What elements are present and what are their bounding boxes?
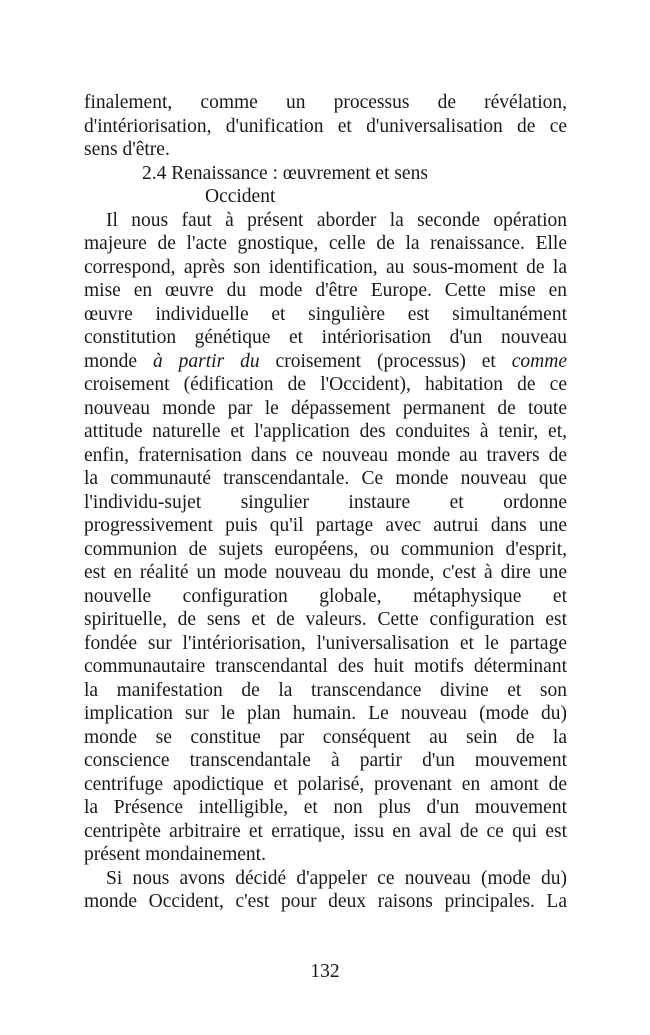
text-line: enfin, fraternisation dans ce nouveau monde au travers de [84,444,567,466]
text-line: la Présence intelligible, et non plus d'un mouvement [84,797,567,818]
text-line: présent mondainement. [84,844,266,865]
text-line: conscience transcendantale à partir d'un mouvement [84,750,567,771]
text-line: correspond, après son identification, au sous-moment de la [84,256,567,278]
section-heading-continuation: Occident [205,186,276,207]
text-line: constitution génétique et intériorisation d'un nouveau [84,327,567,348]
text-line: implication sur le plan humain. Le nouveau (mode du) [84,703,567,724]
text-line: monde se constitue par conséquent au sein de la [84,726,567,748]
text-line: mise en œuvre du mode d'être Europe. Cette mise en [84,280,567,301]
text-line: fondée sur l'intériorisation, l'universalisation et le partage [84,632,567,654]
page-body [84,91,567,914]
section-heading: 2.4 Renaissance : œuvrement et sens [142,162,428,184]
text-line: l'individu-sujet singulier instaure et ordonne [84,491,567,513]
text-line: attitude naturelle et l'application des conduites à tenir, et, [84,421,567,442]
text-line: est en réalité un mode nouveau du monde, c'est à dire une [84,562,567,583]
text-line: majeure de l'acte gnostique, celle de la renaissance. Elle [84,233,567,254]
text-line: la manifestation de la transcendance divine et son [84,679,567,701]
text-line: progressivement puis qu'il partage avec autrui dans une [84,515,567,536]
text-line: nouvelle configuration globale, métaphysique et [84,585,567,607]
text-line-with-italics [84,350,567,374]
text-run: monde [84,350,153,372]
italic-phrase: comme [511,350,567,372]
text-line: la communauté transcendantale. Ce monde nouveau que [84,468,567,489]
text-line: communautaire transcendantal des huit motifs déterminant [84,656,567,677]
text-line: communion de sujets européens, ou communion d'esprit, [84,538,567,560]
text-line: nouveau monde par le dépassement permanent de toute [84,397,567,419]
text-line: monde Occident, c'est pour deux raisons principales. La [84,891,567,912]
text-line: d'intériorisation, d'unification et d'universalisation de ce [84,115,567,137]
paragraph-first-line: Il nous faut à présent aborder la seconde opération [106,209,567,231]
text-line: œuvre individuelle et singulière est simultanément [84,303,567,325]
text-line: sens d'être. [84,139,170,160]
text-line: finalement, comme un processus de révélation, [84,92,567,113]
paragraph-first-line: Si nous avons décidé d'appeler ce nouveau (mode du) [106,867,567,889]
page-number: 132 [310,961,340,982]
text-line: centrifuge apodictique et polarisé, provenant en amont de [84,773,567,795]
text-line: spirituelle, de sens et de valeurs. Cette configuration est [84,609,567,630]
text-line: centripète arbitraire et erratique, issu en aval de ce qui est [84,820,567,842]
italic-phrase: à partir du [153,350,260,372]
text-line: croisement (édification de l'Occident), habitation de ce [84,374,567,395]
text-run: croisement (processus) et [259,350,512,372]
